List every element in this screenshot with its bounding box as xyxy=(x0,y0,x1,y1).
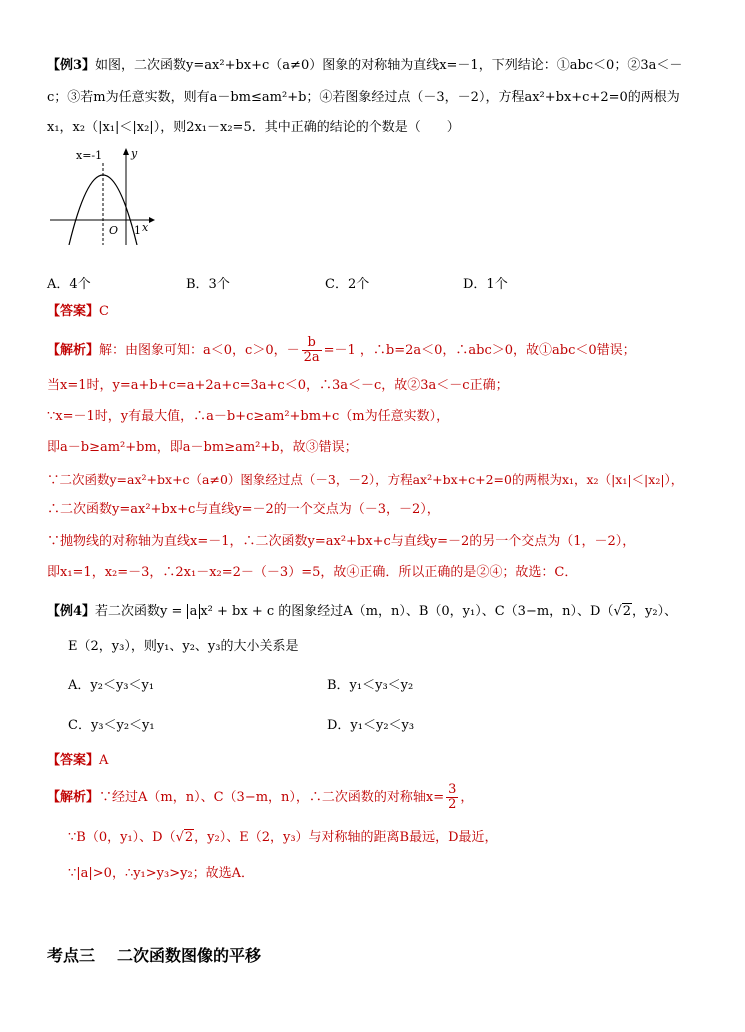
ex4-analysis-line-1 xyxy=(47,783,473,813)
ex4-fraction-numerator: 3 xyxy=(448,782,457,797)
parabola-graph xyxy=(45,145,160,245)
ex4-abs-a: a xyxy=(187,604,201,619)
ex3-tag: 【例3】 xyxy=(47,58,96,73)
section-title: 二次函数图像的平移 xyxy=(117,946,262,965)
ex3-option-d: D．1个 xyxy=(463,277,508,292)
ex4-question-line-1: 【例4】若二次函数y = a x² + bx + c 的图象经过A（m，n）、B（0，y₁）、C（3−m，n）、D（√2，y₂）、 xyxy=(47,604,678,619)
y-axis-label: y xyxy=(131,147,138,160)
ex4-answer-value: A xyxy=(99,753,109,768)
ex4-analysis-tag: 【解析】 xyxy=(47,790,100,805)
ex4-analysis-text-1b: ， xyxy=(460,790,474,805)
one-tick-label: 1 xyxy=(134,224,141,237)
ex3-question-line-2: c；③若m为任意实数，则有a－bm≤am²+b；④若图象经过点（－3，－2），方程ax²+bx+c+2=0的两根为 xyxy=(47,90,680,105)
ex4-option-c: C．y₃＜y₂＜y₁ xyxy=(68,718,155,733)
ex4-analysis-text-1a: ∵经过A（m，n）、C（3−m，n），∴二次函数的对称轴x= xyxy=(99,790,445,805)
ex3-option-c: C．2个 xyxy=(325,277,370,292)
x-axis-label: x xyxy=(142,221,149,234)
ex3-analysis-tag: 【解析】 xyxy=(47,343,100,358)
ex3-analysis-line-7: ∵抛物线的对称轴为直线x=－1，∴二次函数y=ax²+bx+c与直线y=－2的另一个交点为（1，－2）， xyxy=(47,534,636,549)
ex3-fraction xyxy=(302,336,322,365)
ex3-analysis-line-2: 当x=1时，y=a+b+c=a+2a+c=3a+c＜0，∴3a＜－c，故②3a＜－c正确； xyxy=(47,378,509,393)
ex3-analysis-line-1 xyxy=(47,336,636,366)
ex3-answer-tag: 【答案】 xyxy=(47,304,100,319)
ex4-answer-line xyxy=(47,751,108,771)
ex3-analysis-text-1b: =－1 ，∴b=2a＜0，∴abc＞0，故①abc＜0错误； xyxy=(323,343,636,358)
ex3-option-b: B．3个 xyxy=(186,277,230,292)
section-number: 考点三 xyxy=(47,946,96,965)
ex4-answer-tag: 【答案】 xyxy=(47,753,100,768)
ex4-option-b: B．y₁＜y₃＜y₂ xyxy=(327,678,414,693)
section-heading xyxy=(47,943,283,966)
ex3-fraction-numerator: b xyxy=(302,336,322,351)
ex3-analysis-line-6: ∴二次函数y=ax²+bx+c与直线y=－2的一个交点为（－3，－2）， xyxy=(47,502,440,517)
ex4-question-text-1a: 若二次函数y = xyxy=(95,604,187,619)
ex3-analysis-line-3: ∵x=－1时，y有最大值，∴a－b+c≥am²+bm+c（m为任意实数）， xyxy=(47,409,450,424)
ex3-question-text-1: 如图，二次函数y=ax²+bx+c（a≠0）图象的对称轴为直线x=－1，下列结论：①abc＜0；②3a＜－ xyxy=(95,58,683,73)
ex3-analysis-text-1a: 解：由图象可知：a＜0，c＞0，－ xyxy=(99,343,300,358)
ex4-fraction-denominator: 2 xyxy=(448,797,457,812)
ex4-option-d: D．y₁＜y₂＜y₃ xyxy=(327,718,415,733)
ex4-question-line-2: E（2，y₃），则y₁、y₂、y₃的大小关系是 xyxy=(68,639,299,654)
ex4-analysis-line-3: ∵|a|>0，∴y₁>y₃>y₂；故选A． xyxy=(68,866,255,881)
ex3-analysis-line-8: 即x₁=1，x₂=－3，∴2x₁－x₂=2－（－3）=5，故④正确．所以正确的是②④；故选：C． xyxy=(47,565,578,580)
ex4-fraction xyxy=(446,783,458,812)
y-axis-arrow xyxy=(123,148,129,155)
ex4-analysis-text-2a: ∵B（0，y₁）、D（ xyxy=(68,830,176,845)
symmetry-axis-label: x=-1 xyxy=(76,149,103,162)
ex4-question-text-1b: x² + bx + c 的图象经过A（m，n）、B（0，y₁）、C（3−m，n）、D（ xyxy=(200,604,614,619)
ex4-analysis-sqrt-2: 2 xyxy=(184,830,194,845)
ex4-analysis-line-2: ∵B（0，y₁）、D（√2，y₂）、E（2，y₃）与对称轴的距离B最远，D最近， xyxy=(68,830,498,845)
ex3-answer-value: C xyxy=(99,304,109,319)
ex3-question-line-1 xyxy=(47,56,682,76)
ex3-answer-line xyxy=(47,302,109,322)
x-axis-arrow xyxy=(149,217,155,223)
ex4-tag: 【例4】 xyxy=(47,604,96,619)
ex4-sqrt-2: 2 xyxy=(622,604,632,619)
ex3-question-line-3: x₁，x₂（|x₁|＜|x₂|），则2x₁－x₂=5．其中正确的结论的个数是（ ） xyxy=(47,120,460,135)
ex3-analysis-line-4: 即a－b≥am²+bm，即a－bm≥am²+b，故③错误； xyxy=(47,440,358,455)
ex4-analysis-text-2b: ，y₂）、E（2，y₃）与对称轴的距离B最远，D最近， xyxy=(194,830,498,845)
ex3-fraction-denominator: 2a xyxy=(303,350,320,365)
ex4-question-text-1c: ，y₂）、 xyxy=(632,604,678,619)
ex3-analysis-line-5: ∵二次函数y=ax²+bx+c（a≠0）图象经过点（－3，－2），方程ax²+bx+c+2=0的两根为x₁，x₂（|x₁|＜|x₂|）， xyxy=(47,472,684,487)
ex4-option-a: A．y₂＜y₃＜y₁ xyxy=(68,678,155,693)
origin-label: O xyxy=(109,224,119,237)
ex3-option-a: A．4个 xyxy=(47,277,91,292)
